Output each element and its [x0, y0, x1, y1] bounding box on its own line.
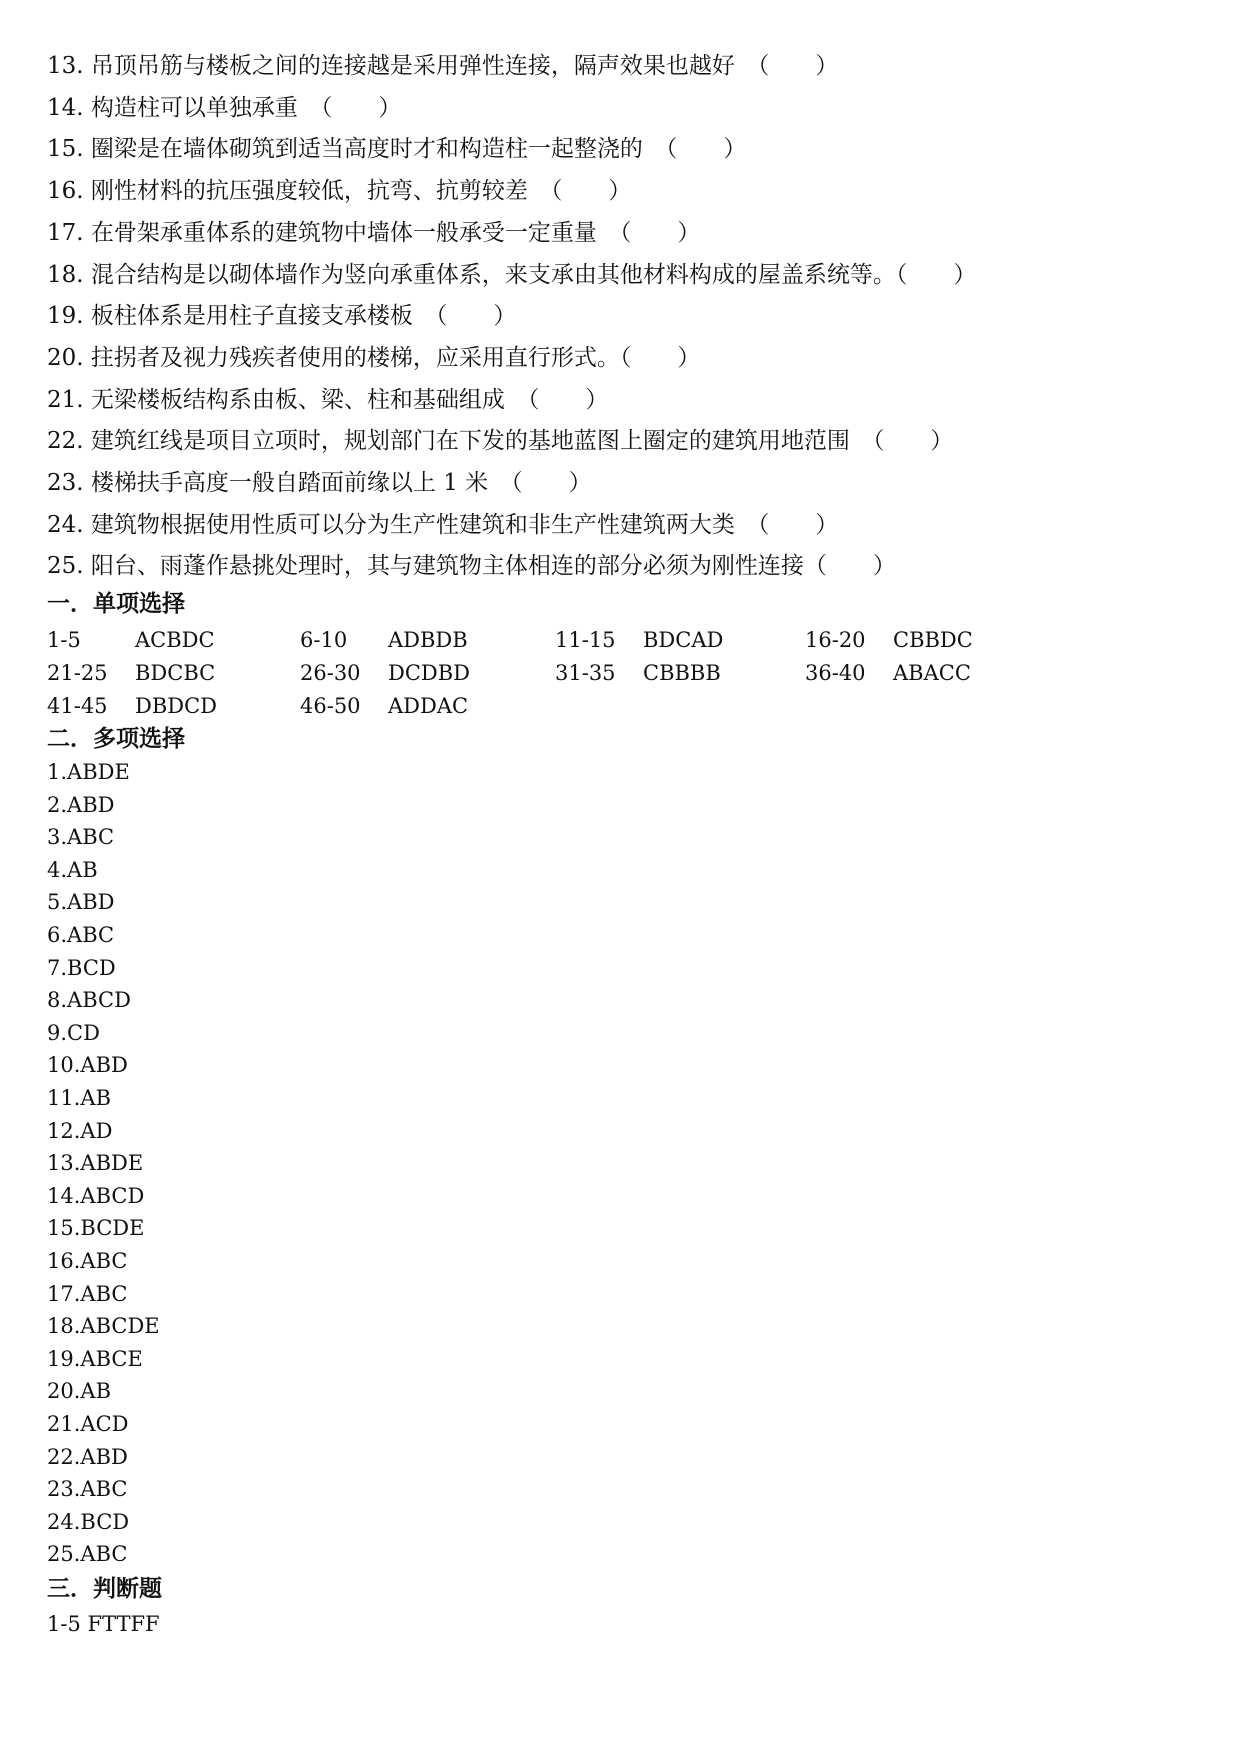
section-heading-multiple-choice: 二．多项选择: [47, 726, 185, 752]
question-item: 25. 阳台、雨蓬作悬挑处理时，其与建筑物主体相连的部分必须为刚性连接（ ）: [47, 553, 896, 580]
question-item: 19. 板柱体系是用柱子直接支承楼板 （ ）: [47, 303, 517, 330]
question-item: 23. 楼梯扶手高度一般自踏面前缘以上 1 米 （ ）: [47, 470, 592, 496]
answer-item: 23.ABC: [47, 1477, 128, 1502]
answer-range: 16-20: [805, 628, 866, 652]
answer-value: DBDCD: [135, 694, 218, 718]
answer-range: 21-25: [47, 661, 108, 685]
answer-item: 20.AB: [47, 1379, 111, 1404]
question-item: 15. 圈梁是在墙体砌筑到适当高度时才和构造柱一起整浇的 （ ）: [47, 136, 747, 163]
answer-value: DCDBD: [388, 661, 471, 685]
question-item: 22. 建筑红线是项目立项时，规划部门在下发的基地蓝图上圈定的建筑用地范围 （ ）: [47, 428, 954, 455]
question-item: 18. 混合结构是以砌体墙作为竖向承重体系，来支承由其他材料构成的屋盖系统等。（ ）: [47, 261, 977, 288]
answer-range: 6-10: [300, 628, 348, 652]
answer-item: 9.CD: [47, 1020, 100, 1045]
answer-item: 21.ACD: [47, 1412, 129, 1436]
answer-item: 6.ABC: [47, 923, 115, 947]
answer-range: 41-45: [47, 694, 108, 718]
answer-item: 24.BCD: [47, 1509, 130, 1534]
answer-item: 11.AB: [47, 1086, 111, 1110]
answer-range: 11-15: [555, 628, 616, 652]
answer-item: 18.ABCDE: [47, 1314, 160, 1339]
answer-item: 19.ABCE: [47, 1346, 143, 1371]
question-item: 13. 吊顶吊筋与楼板之间的连接越是采用弹性连接，隔声效果也越好 （ ）: [47, 53, 839, 79]
question-item: 20. 拄拐者及视力残疾者使用的楼梯，应采用直行形式。（ ）: [47, 344, 701, 371]
answer-range: 26-30: [300, 661, 361, 685]
answer-item: 22.ABD: [47, 1444, 128, 1469]
answer-item: 1.ABDE: [47, 760, 130, 784]
answer-item: 1-5 FTTFF: [47, 1612, 160, 1636]
answer-value: ADDAC: [388, 694, 469, 718]
answer-item: 12.AD: [47, 1118, 113, 1143]
answer-range: 1-5: [47, 628, 81, 652]
section-heading-single-choice: 一．单项选择: [47, 591, 185, 617]
answer-item: 3.ABC: [47, 825, 115, 850]
answer-item: 4.AB: [47, 857, 98, 882]
answer-item: 17.ABC: [47, 1281, 128, 1306]
answer-value: ADBDB: [388, 628, 468, 652]
answer-item: 7.BCD: [47, 955, 116, 980]
answer-value: BDCAD: [643, 628, 724, 652]
answer-item: 13.ABDE: [47, 1151, 144, 1176]
answer-item: 2.ABD: [47, 792, 115, 817]
answer-value: ABACC: [893, 661, 971, 685]
question-item: 14. 构造柱可以单独承重 （ ）: [47, 94, 402, 121]
answer-item: 25.ABC: [47, 1542, 128, 1567]
answer-item: 16.ABC: [47, 1249, 128, 1273]
answer-item: 8.ABCD: [47, 988, 131, 1013]
section-heading-judgement: 三．判断题: [47, 1576, 162, 1602]
answer-item: 5.ABD: [47, 890, 115, 915]
question-item: 21. 无梁楼板结构系由板、梁、柱和基础组成 （ ）: [47, 386, 609, 413]
answer-value: ACBDC: [135, 628, 215, 652]
answer-item: 15.BCDE: [47, 1216, 145, 1241]
answer-value: BDCBC: [135, 661, 216, 685]
answer-range: 31-35: [555, 661, 616, 685]
question-item: 16. 刚性材料的抗压强度较低，抗弯、抗剪较差 （ ）: [47, 178, 632, 205]
question-item: 24. 建筑物根据使用性质可以分为生产性建筑和非生产性建筑两大类 （ ）: [47, 511, 839, 538]
answer-item: 10.ABD: [47, 1053, 128, 1078]
answer-value: CBBBB: [643, 661, 721, 685]
answer-item: 14.ABCD: [47, 1183, 145, 1208]
answer-value: CBBDC: [893, 628, 973, 652]
question-item: 17. 在骨架承重体系的建筑物中墙体一般承受一定重量 （ ）: [47, 219, 701, 246]
answer-range: 46-50: [300, 694, 361, 718]
answer-range: 36-40: [805, 661, 866, 685]
